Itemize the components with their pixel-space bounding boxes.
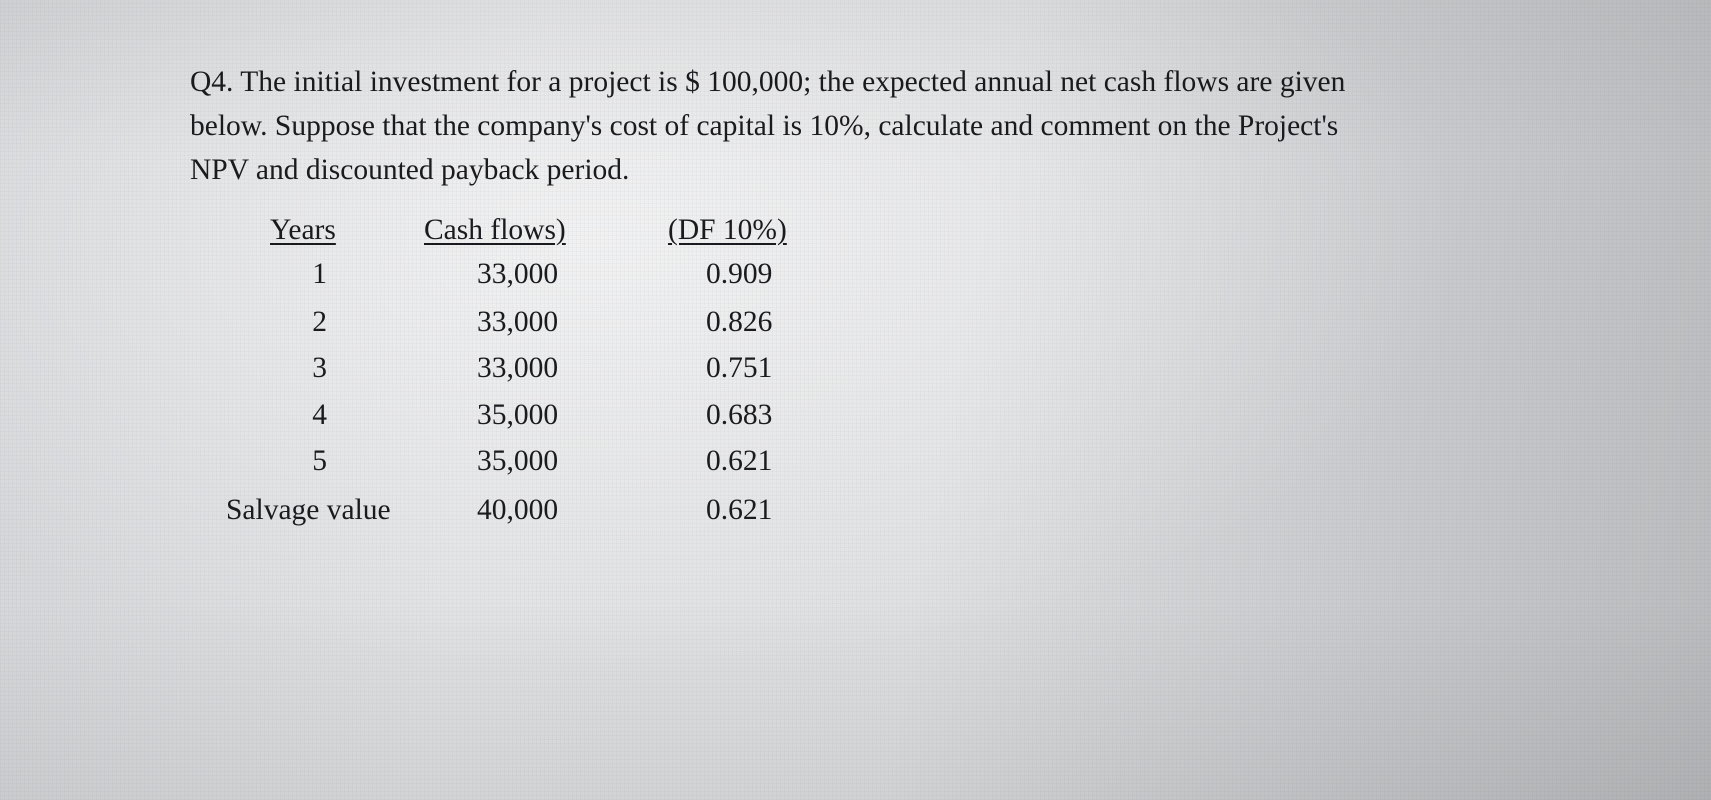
row-5-cash-flow: 35,000 — [477, 445, 559, 477]
row-5-df: 0.621 — [706, 445, 773, 477]
question-line-2: below. Suppose that the company's cost of capital is 10%, calculate and comment on the Project's — [190, 110, 1339, 142]
row-4-year: 4 — [312, 399, 327, 431]
row-3-year: 3 — [312, 352, 327, 384]
header-df: (DF 10%) — [668, 214, 787, 246]
row-2-year: 2 — [312, 306, 327, 338]
row-2-df: 0.826 — [706, 306, 773, 338]
header-cash-flows: Cash flows) — [424, 214, 566, 246]
salvage-label: Salvage value — [226, 494, 391, 526]
row-3-df: 0.751 — [706, 352, 773, 384]
header-years: Years — [270, 214, 336, 246]
row-4-df: 0.683 — [706, 399, 773, 431]
row-4-cash-flow: 35,000 — [477, 399, 559, 431]
salvage-df: 0.621 — [706, 494, 773, 526]
question-line-3: NPV and discounted payback period. — [190, 154, 630, 186]
row-3-cash-flow: 33,000 — [477, 352, 559, 384]
salvage-cash-flow: 40,000 — [477, 494, 559, 526]
row-1-cash-flow: 33,000 — [477, 258, 559, 290]
row-1-year: 1 — [312, 258, 327, 290]
row-2-cash-flow: 33,000 — [477, 306, 559, 338]
row-1-df: 0.909 — [706, 258, 773, 290]
row-5-year: 5 — [312, 445, 327, 477]
question-line-1: Q4. The initial investment for a project is $ 100,000; the expected annual net cash flows are given — [190, 66, 1346, 98]
